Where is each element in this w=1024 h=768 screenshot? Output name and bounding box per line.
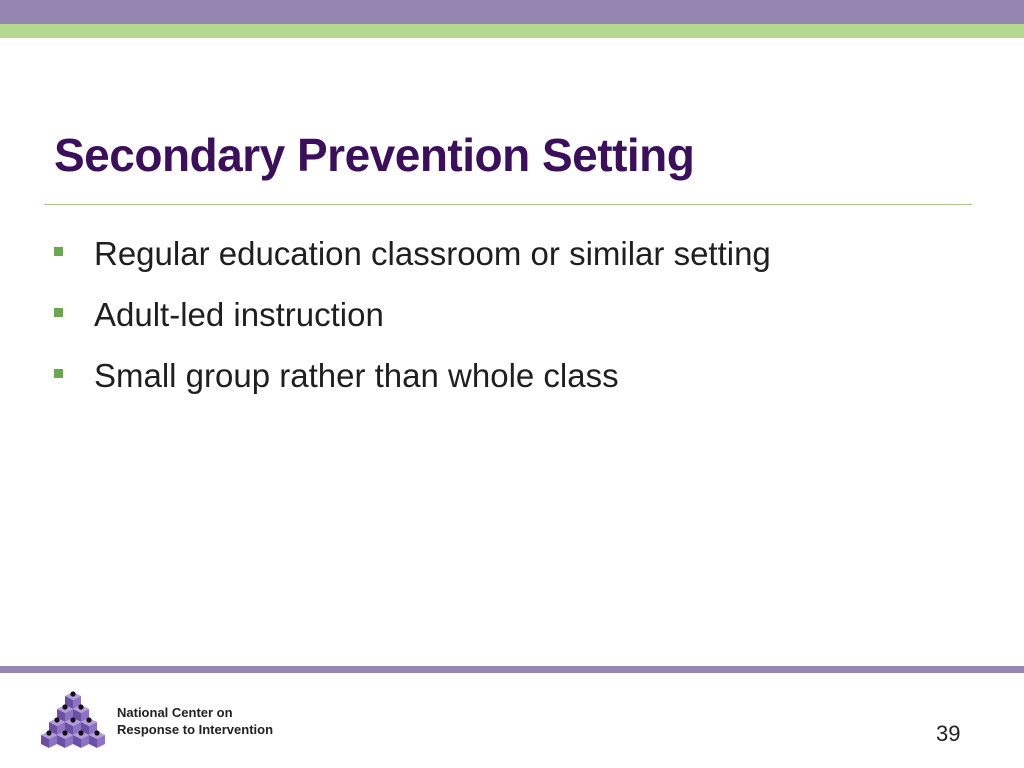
top-purple-bar xyxy=(0,0,1024,24)
org-name-line-1: National Center on xyxy=(117,705,233,720)
bullet-text: Regular education classroom or similar setting xyxy=(94,235,771,272)
cube-pyramid-logo-icon xyxy=(38,690,108,754)
org-name-line-2: Response to Intervention xyxy=(117,722,274,737)
bullet-text: Small group rather than whole class xyxy=(94,357,619,394)
square-bullet-icon xyxy=(54,308,63,317)
top-green-bar xyxy=(0,24,1024,38)
slide-number: 39 xyxy=(936,721,961,746)
title-divider xyxy=(44,204,972,205)
bullet-list xyxy=(54,232,771,415)
slide-title: Secondary Prevention Setting xyxy=(54,129,695,181)
organization-name xyxy=(117,704,273,738)
bottom-purple-bar xyxy=(0,666,1024,673)
bullet-item xyxy=(54,293,771,354)
bullet-text: Adult-led instruction xyxy=(94,296,384,333)
square-bullet-icon xyxy=(54,369,63,378)
bullet-item xyxy=(54,354,771,415)
square-bullet-icon xyxy=(54,247,63,256)
bullet-item xyxy=(54,232,771,293)
